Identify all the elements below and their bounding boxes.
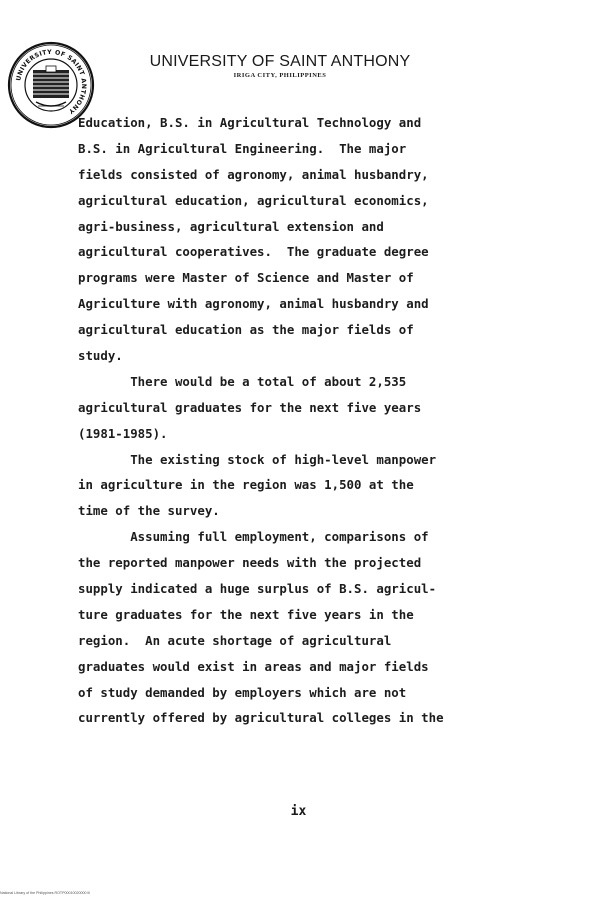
text-line: agricultural education as the major fields of <box>78 322 414 338</box>
text-line: of study demanded by employers which are not <box>78 684 407 700</box>
text-line: Assuming full employment, comparisons of <box>78 529 429 545</box>
text-line: currently offered by agricultural colleges in the <box>78 710 444 726</box>
university-location: IRIGA CITY, PHILIPPINES <box>233 72 327 79</box>
text-line: programs were Master of Science and Master of <box>78 270 414 286</box>
text-line: agricultural education, agricultural economics, <box>78 192 429 208</box>
text-line: study. <box>78 348 123 364</box>
text-line: Agriculture with agronomy, animal husbandry and <box>78 296 429 312</box>
scan-footer: National Library of the Philippines ROTP00010020000 lll <box>0 891 90 895</box>
text-line: agricultural graduates for the next five years <box>78 399 422 415</box>
text-line: region. An acute shortage of agricultural <box>78 632 392 648</box>
text-line: agricultural cooperatives. The graduate degree <box>78 244 429 260</box>
text-line: the reported manpower needs with the projected <box>78 555 422 571</box>
text-line: Education, B.S. in Agricultural Technology and <box>78 115 422 130</box>
text-line: fields consisted of agronomy, animal husbandry, <box>78 166 429 182</box>
text-line: supply indicated a huge surplus of B.S. agricul- <box>78 581 437 597</box>
seal-arc-text: UNIVERSITY OF SAINT ANTHONY <box>15 48 88 115</box>
letterhead <box>120 53 440 81</box>
page-number: ix <box>290 804 307 819</box>
text-line: agri-business, agricultural extension and <box>78 218 384 234</box>
text-line: The existing stock of high-level manpower <box>78 451 437 467</box>
text-line: ture graduates for the next five years in the <box>78 606 414 622</box>
text-line: in agriculture in the region was 1,500 at the <box>78 477 414 493</box>
university-name: UNIVERSITY OF SAINT ANTHONY <box>149 53 411 70</box>
text-line: B.S. in Agricultural Engineering. The major <box>78 140 407 156</box>
text-line: graduates would exist in areas and major fields <box>78 658 429 674</box>
text-line: time of the survey. <box>78 503 220 519</box>
body-text <box>78 110 518 731</box>
text-line: (1981-1985). <box>78 425 168 441</box>
text-line: There would be a total of about 2,535 <box>78 373 407 389</box>
